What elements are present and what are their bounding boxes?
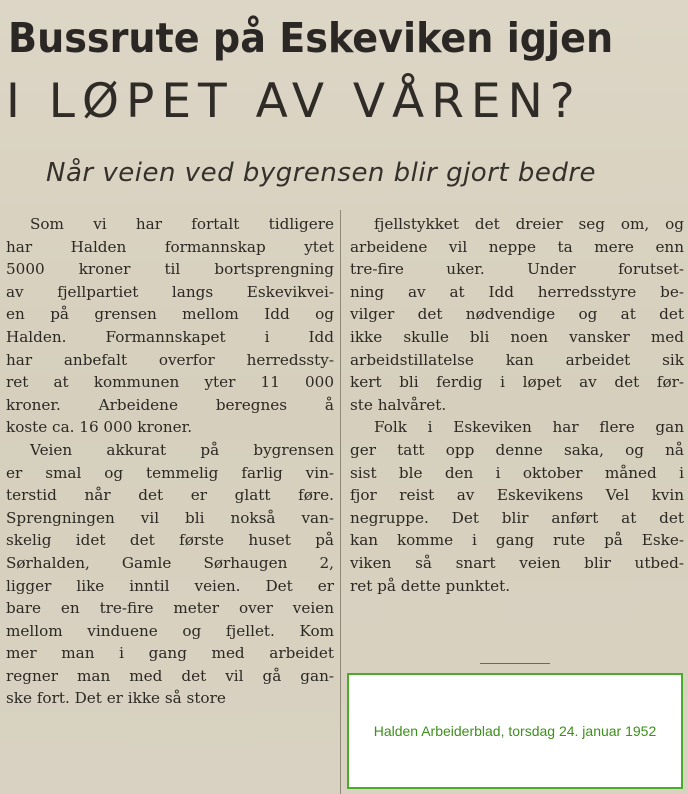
text-line: negruppe. Det blir anført at det — [350, 508, 684, 527]
text-line: kert bli ferdig i løpet av det før- — [350, 373, 684, 392]
article-end-rule — [480, 663, 550, 664]
text-line: 5000 kroner til bortsprengning — [6, 260, 334, 279]
text-line: kan komme i gang rute på Eske- — [350, 531, 684, 550]
text-line: fjellstykket det dreier seg om, og — [374, 215, 684, 233]
article-column-left — [6, 213, 334, 710]
text-line: av fjellpartiet langs Eskevikvei- — [6, 282, 334, 301]
headline-main: Bussrute på Eskeviken igjen — [8, 14, 614, 62]
text-line: kroner. Arbeidene beregnes å — [6, 395, 334, 414]
text-line: arbeidene vil neppe ta mere enn — [350, 237, 684, 256]
subheadline: Når veien ved bygrensen blir gjort bedre — [46, 158, 597, 188]
text-line: Sprengningen vil bli nokså van- — [6, 508, 334, 527]
text-line: en på grensen mellom Idd og — [6, 305, 334, 324]
text-line: ske fort. Det er ikke så store — [6, 689, 226, 708]
text-line: ret på dette punktet. — [350, 576, 511, 595]
text-line: tre-fire uker. Under forutset- — [350, 260, 684, 279]
text-line: skelig idet det første huset på — [6, 531, 334, 550]
article-paragraph — [350, 213, 684, 416]
text-line: ikke skulle bli noen vansker med — [350, 327, 684, 346]
text-line: Sørhalden, Gamle Sørhaugen 2, — [6, 553, 334, 572]
text-line: fjor reist av Eskevikens Vel kvin — [350, 486, 684, 505]
column-divider — [340, 210, 341, 794]
text-line: ger tatt opp denne saka, og nå — [350, 440, 684, 459]
article-paragraph — [350, 416, 684, 597]
text-line: arbeidstillatelse kan arbeidet sik — [350, 350, 684, 369]
article-paragraph — [6, 213, 334, 439]
text-line: Folk i Eskeviken har flere gan — [374, 418, 684, 437]
text-line: mer man i gang med arbeidet — [6, 644, 334, 663]
text-line: sist ble den i oktober måned i — [350, 463, 684, 482]
text-line: mellom vinduene og fjellet. Kom — [6, 621, 334, 640]
text-line: ste halvåret. — [350, 395, 447, 414]
text-line: er smal og temmelig farlig vin- — [6, 463, 334, 482]
caption-text: Halden Arbeiderblad, torsdag 24. januar 1952 — [373, 722, 657, 739]
text-line: Veien akkurat på bygrensen — [30, 440, 334, 459]
text-line: terstid når det er glatt føre. — [6, 486, 334, 505]
article-column-right — [350, 213, 684, 597]
text-line: koste ca. 16 000 kroner. — [6, 418, 193, 437]
text-line: Som vi har fortalt tidligere — [30, 215, 334, 233]
text-line: ret at kommunen yter 11 000 — [6, 373, 334, 392]
text-line: har Halden formannskap ytet — [6, 237, 334, 256]
text-line: Halden. Formannskapet i Idd — [6, 327, 334, 346]
text-line: bare en tre-fire meter over veien — [6, 599, 334, 618]
headline-secondary: I LØPET AV VÅREN? — [6, 74, 582, 129]
text-line: viken så snart veien blir utbed- — [350, 553, 684, 572]
article-paragraph — [6, 439, 334, 710]
text-line: regner man med det vil gå gan- — [6, 666, 334, 685]
text-line: ligger like inntil veien. Det er — [6, 576, 334, 595]
text-line: vilger det nødvendige og at det — [350, 305, 684, 324]
text-line: ning av at Idd herredsstyre be- — [350, 282, 684, 301]
caption-box — [347, 673, 683, 789]
text-line: har anbefalt overfor herredssty- — [6, 350, 334, 369]
